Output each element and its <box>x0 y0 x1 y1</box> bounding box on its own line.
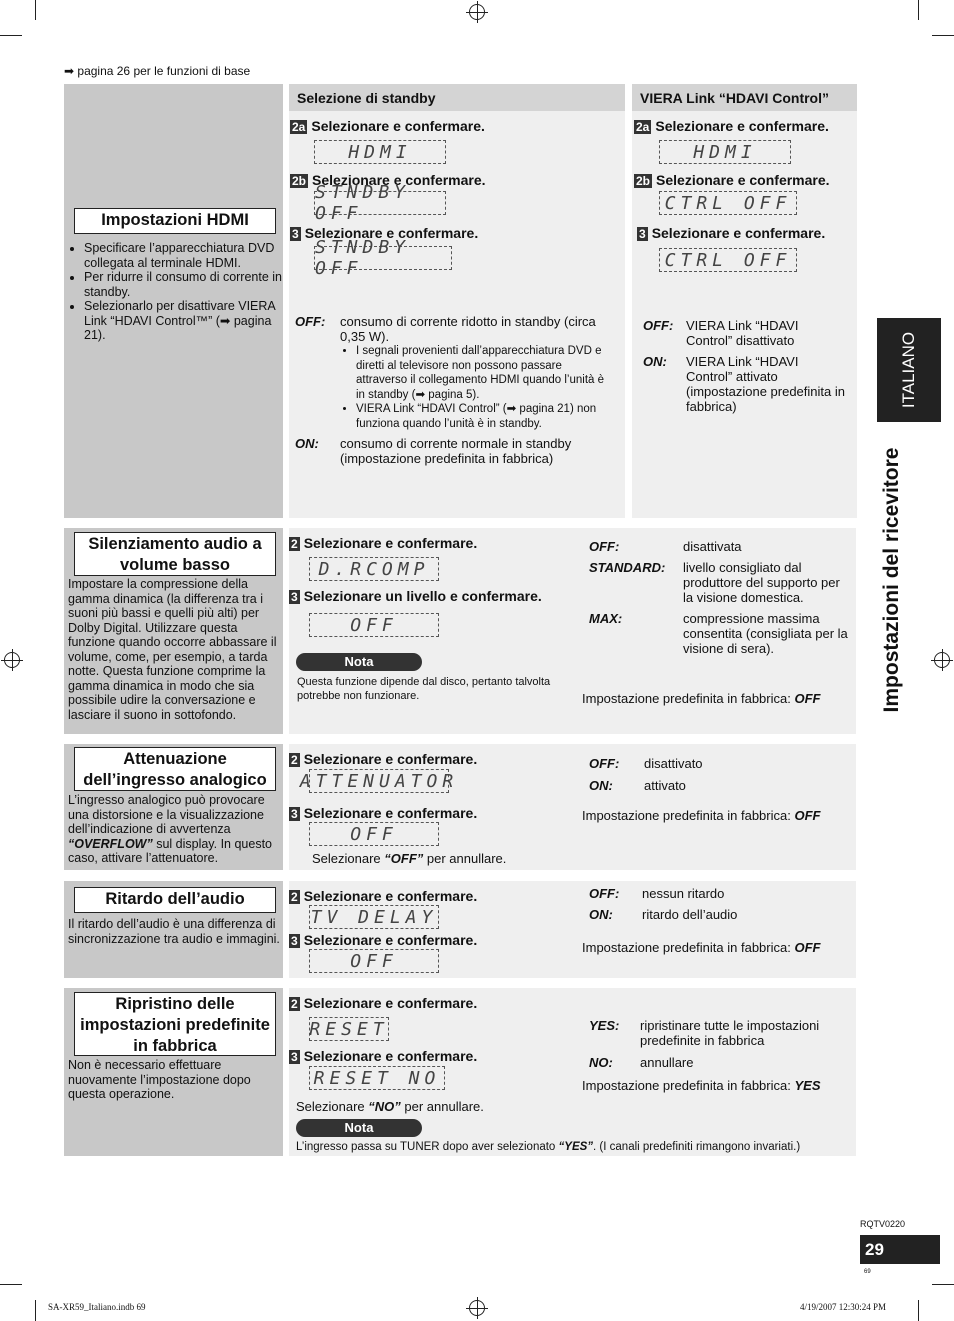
option-key: ON: <box>295 436 319 451</box>
lcd-display: OFF <box>309 613 439 637</box>
ritardo-description: Il ritardo dell’audio è una differenza di sincronizzazione tra audio e immagini. <box>68 917 280 946</box>
lcd-display: CTRL OFF <box>659 191 797 215</box>
atten-title: Attenuazione dell’ingresso analogico <box>74 747 276 791</box>
nota-text: L’ingresso passa su TUNER dopo aver selezionato “YES”. (I canali predefiniti rimangono invariati.) <box>296 1141 801 1153</box>
option-key: OFF: <box>589 756 620 771</box>
option-value: disattivato <box>644 756 703 771</box>
crop-mark <box>918 1300 919 1321</box>
option-value: consumo di corrente ridotto in standby (circa 0,35 W). <box>340 314 596 344</box>
option-value: nessun ritardo <box>642 886 725 901</box>
language-label: ITALIANO <box>899 331 918 409</box>
crop-mark <box>35 1300 36 1321</box>
silenz-description: Impostare la compressione della gamma dinamica (la differenza tra i suoni più bassi e quelli più alti) per Dolby Digital. Utilizzare questa funzione quando occorre abbassare il volume, come, per esempio, a tarda notte. Questa funzione comprime la gamma dinamica in modo che sia possibile udire la conversazione e lasciare il suono in sottofondo. <box>68 577 277 722</box>
page-code: RQTV0220 <box>860 1219 906 1229</box>
footer-file: SA-XR59_Italiano.indb 69 <box>48 1302 146 1312</box>
step-2a: 2a Selezionare e confermare. <box>636 118 829 134</box>
step-3: 3 Selezionare un livello e confermare. <box>291 588 542 604</box>
factory-default: Impostazione predefinita in fabbrica: OFF <box>582 691 821 706</box>
factory-default: Impostazione predefinita in fabbrica: YES <box>582 1078 821 1093</box>
lcd-display: STNDBY OFF <box>314 191 446 215</box>
option-key: STANDARD: <box>589 560 666 575</box>
option-key: OFF: <box>589 886 620 901</box>
registration-mark-icon <box>934 652 950 668</box>
cancel-hint: Selezionare “NO” per annullare. <box>296 1099 484 1114</box>
option-key: MAX: <box>589 611 623 626</box>
lcd-display: STNDBY OFF <box>314 246 452 270</box>
ritardo-title: Ritardo dell’audio <box>74 887 276 913</box>
step-2b: 2b Selezionare e confermare. <box>292 172 486 188</box>
nota-text: Questa funzione dipende dal disco, pertanto talvolta potrebbe non funzionare. <box>297 676 551 702</box>
step-3: 3 Selezionare e confermare. <box>292 225 479 241</box>
step-2b: 2b Selezionare e confermare. <box>636 172 830 188</box>
option-key: OFF: <box>589 539 620 554</box>
nota-badge: Nota <box>296 1119 422 1137</box>
option-key: ON: <box>643 354 667 369</box>
step-2: 2 Selezionare e confermare. <box>291 995 478 1011</box>
lcd-display: RESET NO <box>309 1066 445 1090</box>
registration-mark-icon <box>4 652 20 668</box>
option-value: annullare <box>640 1055 694 1070</box>
atten-description: L’ingresso analogico può provocare una distorsione e la visualizzazione dell’indicazione di avvertenza “OVERFLOW” sul display. In questo caso, attivare l’attenuatore. <box>68 793 272 865</box>
hdmi-title: Impostazioni HDMI <box>74 208 276 234</box>
language-tab <box>877 318 941 422</box>
nota-badge: Nota <box>296 653 422 671</box>
option-value: consumo di corrente normale in standby (impostazione predefinita in fabbrica) <box>340 436 572 466</box>
factory-default: Impostazione predefinita in fabbrica: OFF <box>582 808 821 823</box>
step-2: 2 Selezionare e confermare. <box>291 535 478 551</box>
page-small-number: 69 <box>864 1269 871 1275</box>
hdmi-bullet: • Selezionarlo per disattivare VIERA Link “HDAVI Control™” (➡ pagina 21). <box>84 299 282 343</box>
option-key: ON: <box>589 778 613 793</box>
lcd-display: CTRL OFF <box>659 248 797 272</box>
note-item: • VIERA Link “HDAVI Control” (➡ pagina 21) non funziona quando l’unità è in standby. <box>356 402 610 431</box>
option-key: OFF: <box>295 314 326 329</box>
crop-mark <box>0 35 22 36</box>
step-3: 3 Selezionare e confermare. <box>291 1048 478 1064</box>
lcd-display: OFF <box>309 949 439 973</box>
crop-mark <box>932 1284 954 1285</box>
crop-mark <box>35 0 36 20</box>
lcd-display: OFF <box>309 822 439 846</box>
cancel-hint: Selezionare “OFF” per annullare. <box>312 851 507 866</box>
crop-mark <box>0 1284 22 1285</box>
registration-mark-icon <box>469 1300 485 1316</box>
option-key: NO: <box>589 1055 613 1070</box>
reset-description: Non è necessario effettuare nuovamente l’impostazione dopo questa operazione. <box>68 1058 251 1101</box>
option-value: ritardo dell’audio <box>642 907 738 922</box>
lcd-display: ATTENUATOR <box>299 770 459 792</box>
silenz-title: Silenziamento audio a volume basso <box>74 532 276 576</box>
factory-default: Impostazione predefinita in fabbrica: OFF <box>582 940 821 955</box>
option-value: VIERA Link “HDAVI Control” disattivato <box>686 318 799 348</box>
option-value: VIERA Link “HDAVI Control” attivato (impostazione predefinita in fabbrica) <box>686 354 845 414</box>
hdmi-bullet: • Specificare l’apparecchiatura DVD collegata al terminale HDMI. <box>84 241 282 270</box>
option-value: livello consigliato dal produttore del supporto per la visione domestica. <box>683 560 840 605</box>
step-3: 3 Selezionare e confermare. <box>291 805 478 821</box>
step-2a: 2a Selezionare e confermare. <box>292 118 485 134</box>
option-value: compressione massima consentita (consigliata per la visione di sera). <box>683 611 848 656</box>
crop-mark <box>932 35 954 36</box>
option-key: ON: <box>589 907 613 922</box>
step-2: 2 Selezionare e confermare. <box>291 888 478 904</box>
viera-header: VIERA Link “HDAVI Control” <box>632 84 857 111</box>
lcd-display: HDMI <box>659 140 791 164</box>
lcd-display: RESET <box>309 1018 389 1040</box>
option-key: OFF: <box>643 318 674 333</box>
lcd-display: TV DELAY <box>310 906 438 928</box>
top-reference: ➡ pagina 26 per le funzioni di base <box>64 64 251 78</box>
step-3: 3 Selezionare e confermare. <box>639 225 826 241</box>
hdmi-bullets <box>68 241 282 343</box>
registration-mark-icon <box>469 4 485 20</box>
option-value: attivato <box>644 778 686 793</box>
section-side-title: Impostazioni del ricevitore <box>880 447 903 713</box>
lcd-display: HDMI <box>314 140 446 164</box>
reset-title: Ripristino delle impostazioni predefinite in fabbrica <box>74 992 276 1056</box>
standby-header: Selezione di standby <box>289 84 625 111</box>
step-3: 3 Selezionare e confermare. <box>291 932 478 948</box>
page-number: 29 <box>865 1240 884 1259</box>
lcd-display: D.RCOMP <box>309 557 439 581</box>
page-number-box <box>860 1235 940 1264</box>
standby-notes <box>340 344 610 431</box>
option-key: YES: <box>589 1018 620 1033</box>
footer-date: 4/19/2007 12:30:24 PM <box>800 1302 887 1312</box>
hdmi-bullet: • Per ridurre il consumo di corrente in standby. <box>84 270 282 299</box>
option-value: ripristinare tutte le impostazioni predefinite in fabbrica <box>640 1018 820 1048</box>
step-2: 2 Selezionare e confermare. <box>291 751 478 767</box>
option-value: disattivata <box>683 539 742 554</box>
crop-mark <box>918 0 919 20</box>
note-item: • I segnali provenienti dall’apparecchiatura DVD e diretti al televisore non possono passare attraverso il collegamento HDMI quando l’unità è in standby (➡ pagina 5). <box>356 344 610 402</box>
